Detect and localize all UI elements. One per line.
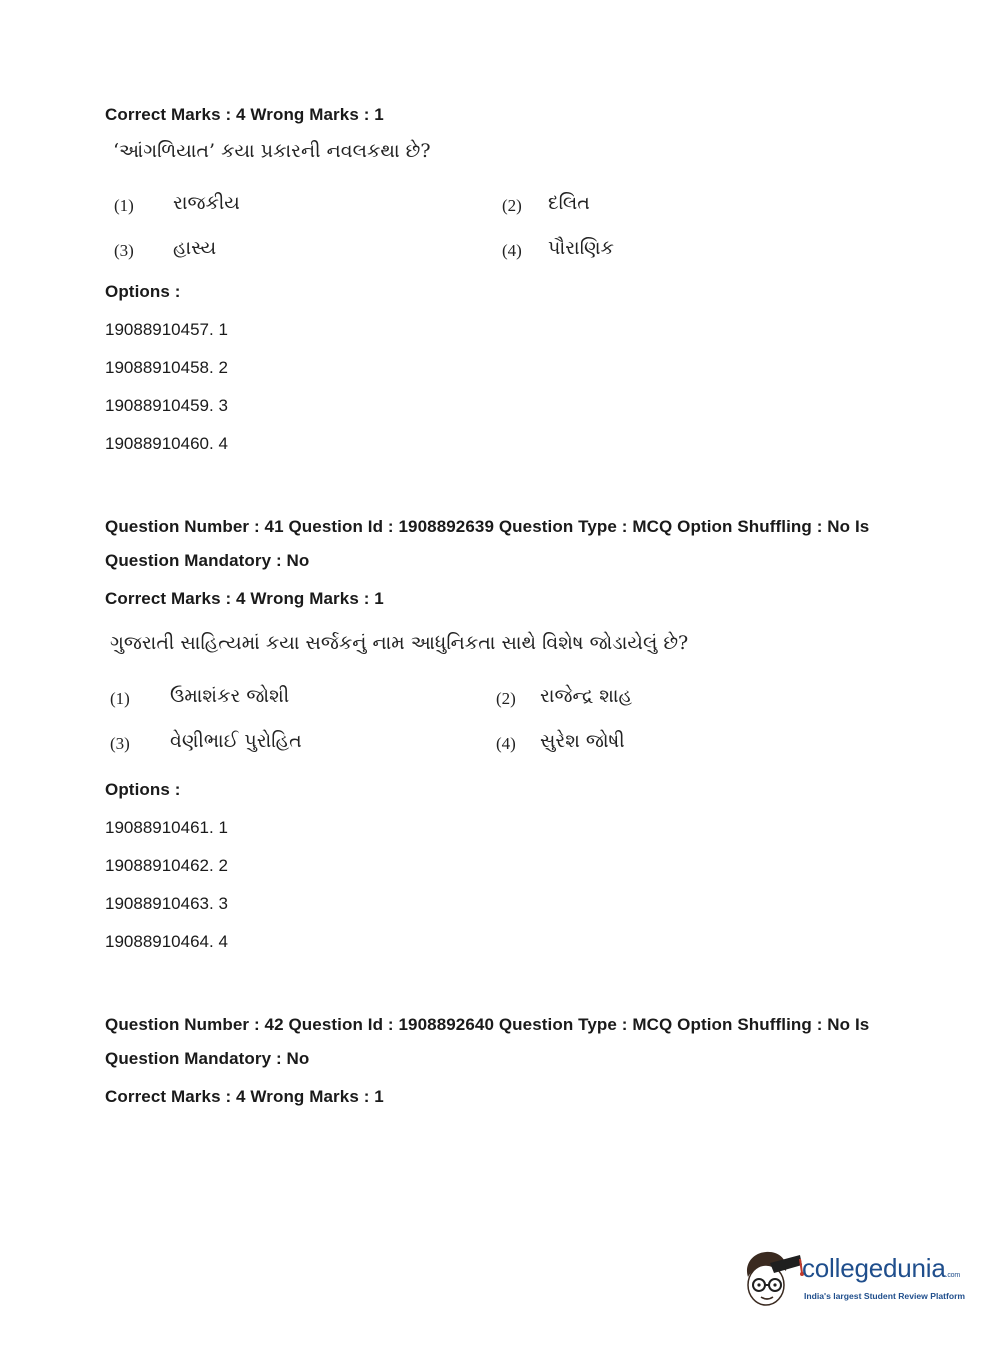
q41-option-1: 19088910461. 1 — [105, 818, 228, 837]
q42-header-line-2: Question Mandatory : No — [105, 1049, 310, 1068]
q40-options-label: Options : — [105, 282, 181, 301]
q40-choice-4-number: (4) — [502, 241, 522, 260]
logo-tagline: India's largest Student Review Platform — [804, 1291, 966, 1301]
q40-option-3: 19088910459. 3 — [105, 396, 228, 415]
q41-choice-2-number: (2) — [496, 689, 516, 708]
q40-choice-2-text: દલિત — [548, 192, 590, 214]
q40-choice-2-number: (2) — [502, 196, 522, 215]
q40-choice-1-text: રાજકીય — [173, 192, 240, 214]
q42-marks: Correct Marks : 4 Wrong Marks : 1 — [105, 1087, 384, 1106]
q41-question-text: ગુજરાતી સાહિત્યમાં કયા સર્જકનું નામ આધુનિકતા સાથે વિશેષ જોડાયેલું છે? — [110, 632, 689, 654]
q41-option-4: 19088910464. 4 — [105, 932, 228, 951]
q41-choice-4-text: સુરેશ જોષી — [540, 730, 625, 752]
q41-options-label: Options : — [105, 780, 181, 799]
q40-choice-1-number: (1) — [114, 196, 134, 215]
q41-choice-3-number: (3) — [110, 734, 130, 753]
q40-choice-3-text: હાસ્ય — [173, 237, 217, 259]
q41-choice-3-text: વેણીભાઈ પુરોહિત — [170, 730, 302, 752]
q42-header-line-1: Question Number : 42 Question Id : 1908892640 Question Type : MCQ Option Shuffling : No Is — [105, 1015, 870, 1034]
q41-choice-1-text: ઉમાશંકર જોશી — [170, 685, 290, 707]
q40-option-4: 19088910460. 4 — [105, 434, 228, 453]
q41-choice-4-number: (4) — [496, 734, 516, 753]
q40-option-2: 19088910458. 2 — [105, 358, 228, 377]
q40-question-text: ‘આંગળિયાત’ કયા પ્રકારની નવલકથા છે? — [113, 140, 431, 162]
q40-option-1: 19088910457. 1 — [105, 320, 228, 339]
q41-option-3: 19088910463. 3 — [105, 894, 228, 913]
q40-choice-4-text: પૌરાણિક — [548, 237, 614, 259]
logo-brand-text: collegedunia — [802, 1253, 946, 1283]
q40-marks: Correct Marks : 4 Wrong Marks : 1 — [105, 105, 384, 124]
q40-choice-3-number: (3) — [114, 241, 134, 260]
q41-choice-1-number: (1) — [110, 689, 130, 708]
q41-header-line-2: Question Mandatory : No — [105, 551, 310, 570]
logo-wordmark — [802, 1253, 960, 1284]
logo-brand-suffix: .com — [945, 1272, 960, 1279]
q41-option-2: 19088910462. 2 — [105, 856, 228, 875]
q41-choice-2-text: રાજેન્દ્ર શાહ — [540, 685, 633, 707]
mascot-icon — [742, 1247, 804, 1313]
q41-marks: Correct Marks : 4 Wrong Marks : 1 — [105, 589, 384, 608]
q41-header-line-1: Question Number : 41 Question Id : 1908892639 Question Type : MCQ Option Shuffling : No Is — [105, 517, 870, 536]
collegedunia-logo — [742, 1247, 972, 1313]
